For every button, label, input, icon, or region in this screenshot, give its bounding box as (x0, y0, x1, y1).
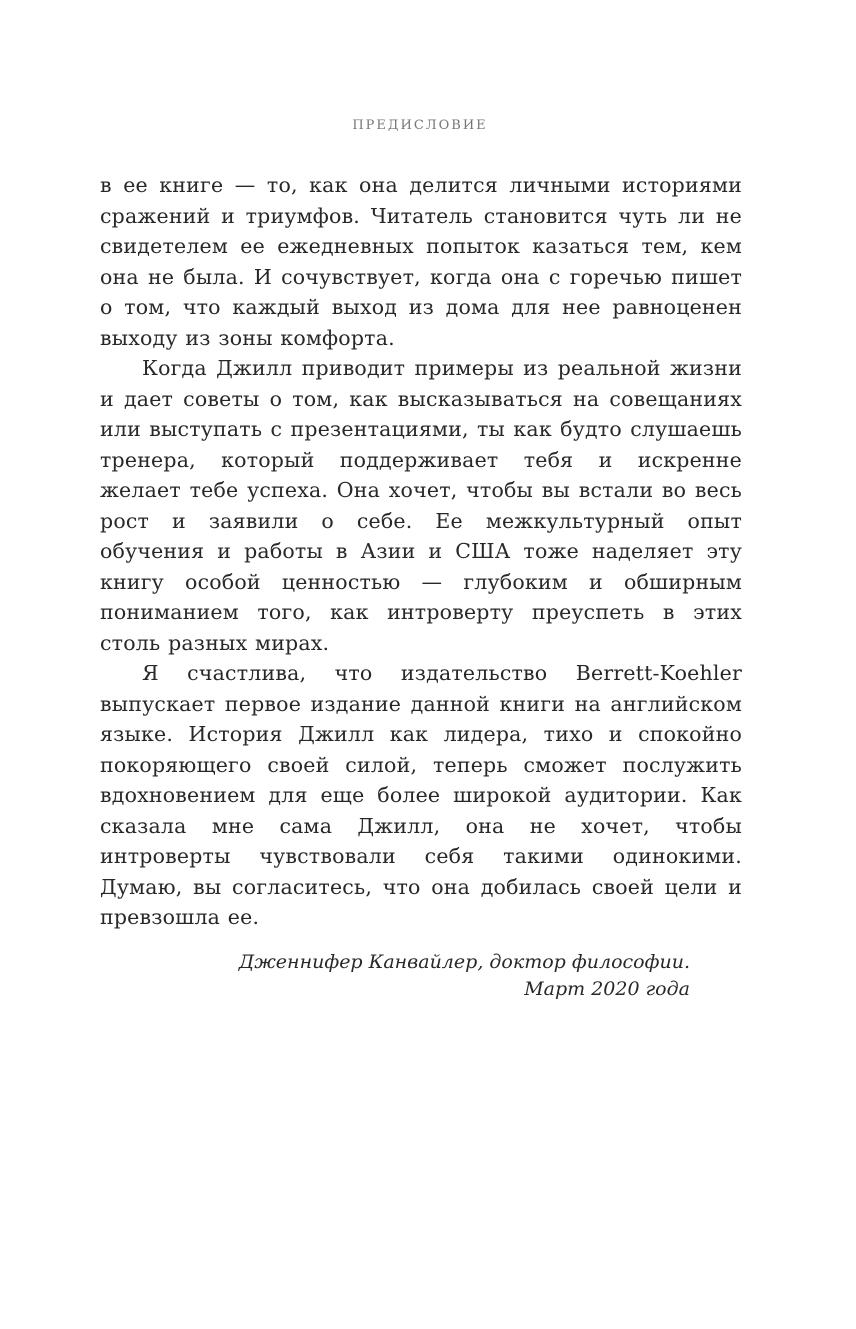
signature-date: Март 2020 года (524, 977, 690, 1000)
running-head: ПРЕДИСЛОВИЕ (352, 118, 488, 133)
signature-block (100, 949, 742, 1003)
paragraph: Я счастлива, что издательство Berrett-Koehler выпускает первое издание данной книги на английском языке. История Джилл как лидера, тихо и спокойно покоряющего своей силой, теперь сможет послужить вдохновением для еще более широкой аудитории. Как сказала мне сама Джилл, она не хочет, чтобы интроверты чувствовали себя такими одинокими. Думаю, вы согласитесь, что она добилась своей цели и превзошла ее. (100, 661, 742, 929)
page-content (100, 170, 742, 1003)
paragraph: в ее книге — то, как она делится личными историями сражений и триумфов. Читатель становится чуть ли не свидетелем ее ежедневных попыток казаться тем, кем она не была. И сочувствует, когда она с горечью пишет о том, что каждый выход из дома для нее равноценен выходу из зоны комфорта. (100, 173, 742, 350)
paragraph: Когда Джилл приводит примеры из реальной жизни и дает советы о том, как высказываться на совещаниях или выступать с презентациями, ты как будто слушаешь тренера, который поддерживает тебя и искренне желает тебе успеха. Она хочет, чтобы вы встали во весь рост и заявили о себе. Ее межкультурный опыт обучения и работы в Азии и США тоже наделяет эту книгу особой ценностью — глубоким и обширным пониманием того, как интроверту преуспеть в этих столь разных мирах. (100, 356, 742, 655)
signature-author: Дженнифер Канвайлер, доктор философии. (238, 950, 690, 973)
